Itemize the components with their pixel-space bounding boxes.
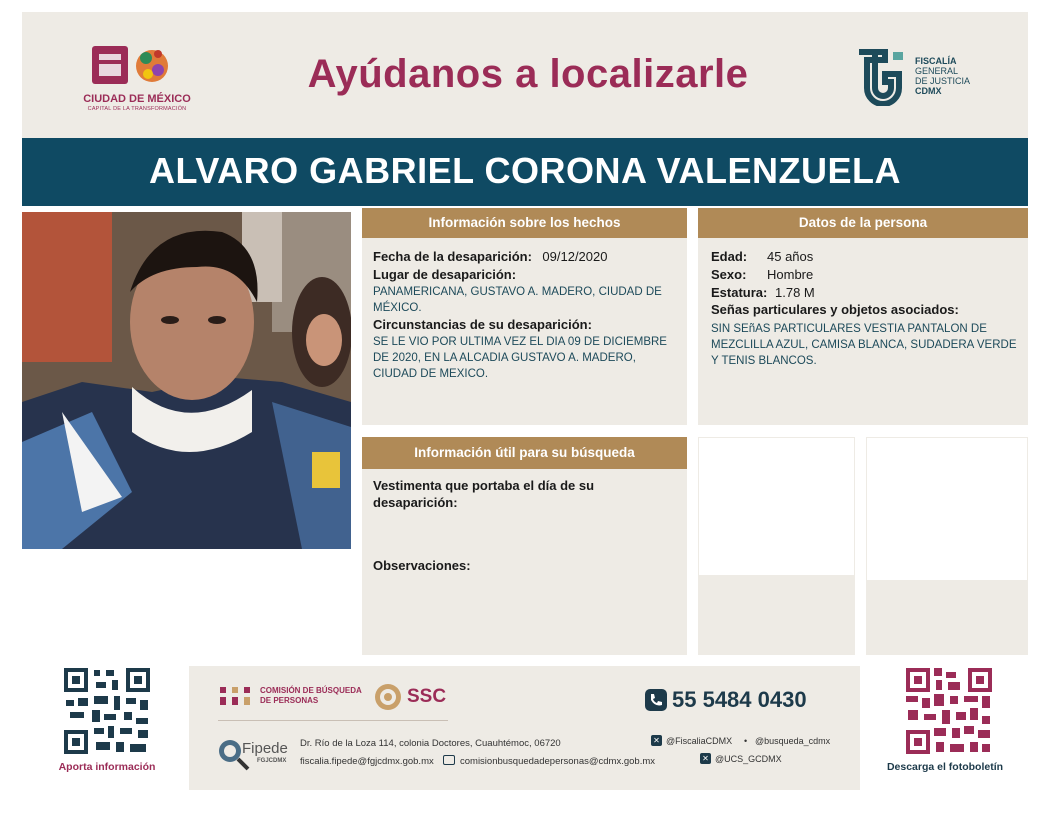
- address-text: Dr. Río de la Loza 114, colonia Doctores, Cuauhtémoc, 06720: [300, 738, 561, 749]
- x-social-icon-2: ✕: [700, 753, 711, 764]
- edad-label: Edad:: [711, 249, 748, 264]
- circunstancias-label: Circunstancias de su desaparición:: [373, 317, 592, 332]
- aporta-caption[interactable]: Aporta información: [58, 761, 156, 773]
- busqueda-panel: [362, 437, 687, 655]
- person-photo: [22, 212, 351, 549]
- extra-photo-box-1: [698, 437, 855, 655]
- mail-icon: [443, 755, 455, 765]
- page-title: Ayúdanos a localizarle: [307, 52, 749, 96]
- social-ucs[interactable]: @UCS_GCDMX: [715, 754, 782, 764]
- circunstancias-value: SE LE VIO POR ULTIMA VEZ EL DIA 09 DE DICIEMBRE DE 2020, EN LA ALCADIA GUSTAVO A. MADERO, CIUDAD DE MEXICO.: [373, 336, 667, 380]
- fecha-value: 09/12/2020: [542, 249, 608, 264]
- ssc-label: SSC: [407, 686, 447, 707]
- extra-photo-box-2: [866, 437, 1028, 655]
- sexo-label: Sexo:: [711, 267, 747, 282]
- persona-panel: [698, 208, 1028, 425]
- person-name: ALVARO GABRIEL CORONA VALENZUELA: [149, 150, 901, 191]
- x-social-icon-1: ✕: [651, 735, 662, 746]
- qr-descarga-icon[interactable]: [904, 666, 994, 756]
- edad-value: 45 años: [767, 249, 814, 264]
- senas-value: SIN SEñAS PARTICULARES VESTIA PANTALON DE MEZCLILLA AZUL, CAMISA BLANCA, SUDADERA VERDE Y TENIS BLANCOS.: [711, 323, 1017, 367]
- fecha-label: Fecha de la desaparición:: [373, 249, 532, 264]
- phone-icon: [645, 689, 667, 711]
- social-separator: •: [744, 736, 748, 746]
- persona-heading: Datos de la persona: [698, 208, 1028, 238]
- comision-name: [260, 686, 362, 706]
- email-fipede[interactable]: fiscalia.fipede@fgjcdmx.gob.mx: [300, 756, 434, 767]
- ssc-badge-icon: [374, 683, 402, 711]
- descarga-caption[interactable]: Descarga el fotoboletín: [886, 761, 1004, 773]
- sexo-value: Hombre: [767, 267, 814, 282]
- busqueda-heading: Información útil para su búsqueda: [362, 437, 687, 469]
- footer-contact-box: [189, 666, 860, 790]
- comision-line2: DE PERSONAS: [260, 696, 319, 705]
- extra-photo-1: [699, 438, 854, 575]
- fgj-line1: FISCALÍA: [915, 56, 957, 66]
- hechos-heading: Información sobre los hechos: [362, 208, 687, 238]
- comision-logo-icon: [218, 685, 254, 707]
- social-fiscalia[interactable]: @FiscaliaCDMX: [666, 736, 733, 746]
- phone-number[interactable]: 55 5484 0430: [672, 687, 807, 712]
- cdmx-subtitle: CAPITAL DE LA TRANSFORMACIÓN: [87, 106, 187, 112]
- lugar-label: Lugar de desaparición:: [373, 267, 517, 282]
- observaciones-label: Observaciones:: [373, 558, 471, 573]
- fgj-line3: DE JUSTICIA: [915, 76, 971, 86]
- estatura-label: Estatura:: [711, 285, 768, 300]
- cdmx-name: CIUDAD DE MÉXICO: [83, 93, 191, 105]
- fipede-label: Fipede: [242, 740, 288, 757]
- lugar-value: PANAMERICANA, GUSTAVO A. MADERO, CIUDAD DE MÉXICO.: [373, 286, 662, 314]
- estatura-value: 1.78 M: [775, 285, 815, 300]
- fgj-line2: GENERAL: [915, 66, 959, 76]
- fipede-sub: FGJCDMX: [257, 758, 287, 764]
- social-busqueda[interactable]: @busqueda_cdmx: [755, 736, 831, 746]
- fgj-line4: CDMX: [915, 86, 942, 96]
- senas-label: Señas particulares y objetos asociados:: [711, 302, 959, 317]
- vestimenta-label: Vestimenta que portaba el día de su desaparición:: [373, 478, 595, 510]
- fgj-brand: [915, 56, 970, 96]
- footer-divider: [218, 720, 448, 721]
- person-photo-image: [22, 212, 351, 549]
- comision-line1: COMISIÓN DE BÚSQUEDA: [260, 686, 362, 695]
- qr-aporta-icon[interactable]: [62, 666, 152, 756]
- email-comision[interactable]: comisionbusquedadepersonas@cdmx.gob.mx: [460, 756, 656, 767]
- hechos-panel: [362, 208, 687, 425]
- fgj-logo-icon: [855, 48, 911, 106]
- extra-photo-2: [867, 438, 1027, 580]
